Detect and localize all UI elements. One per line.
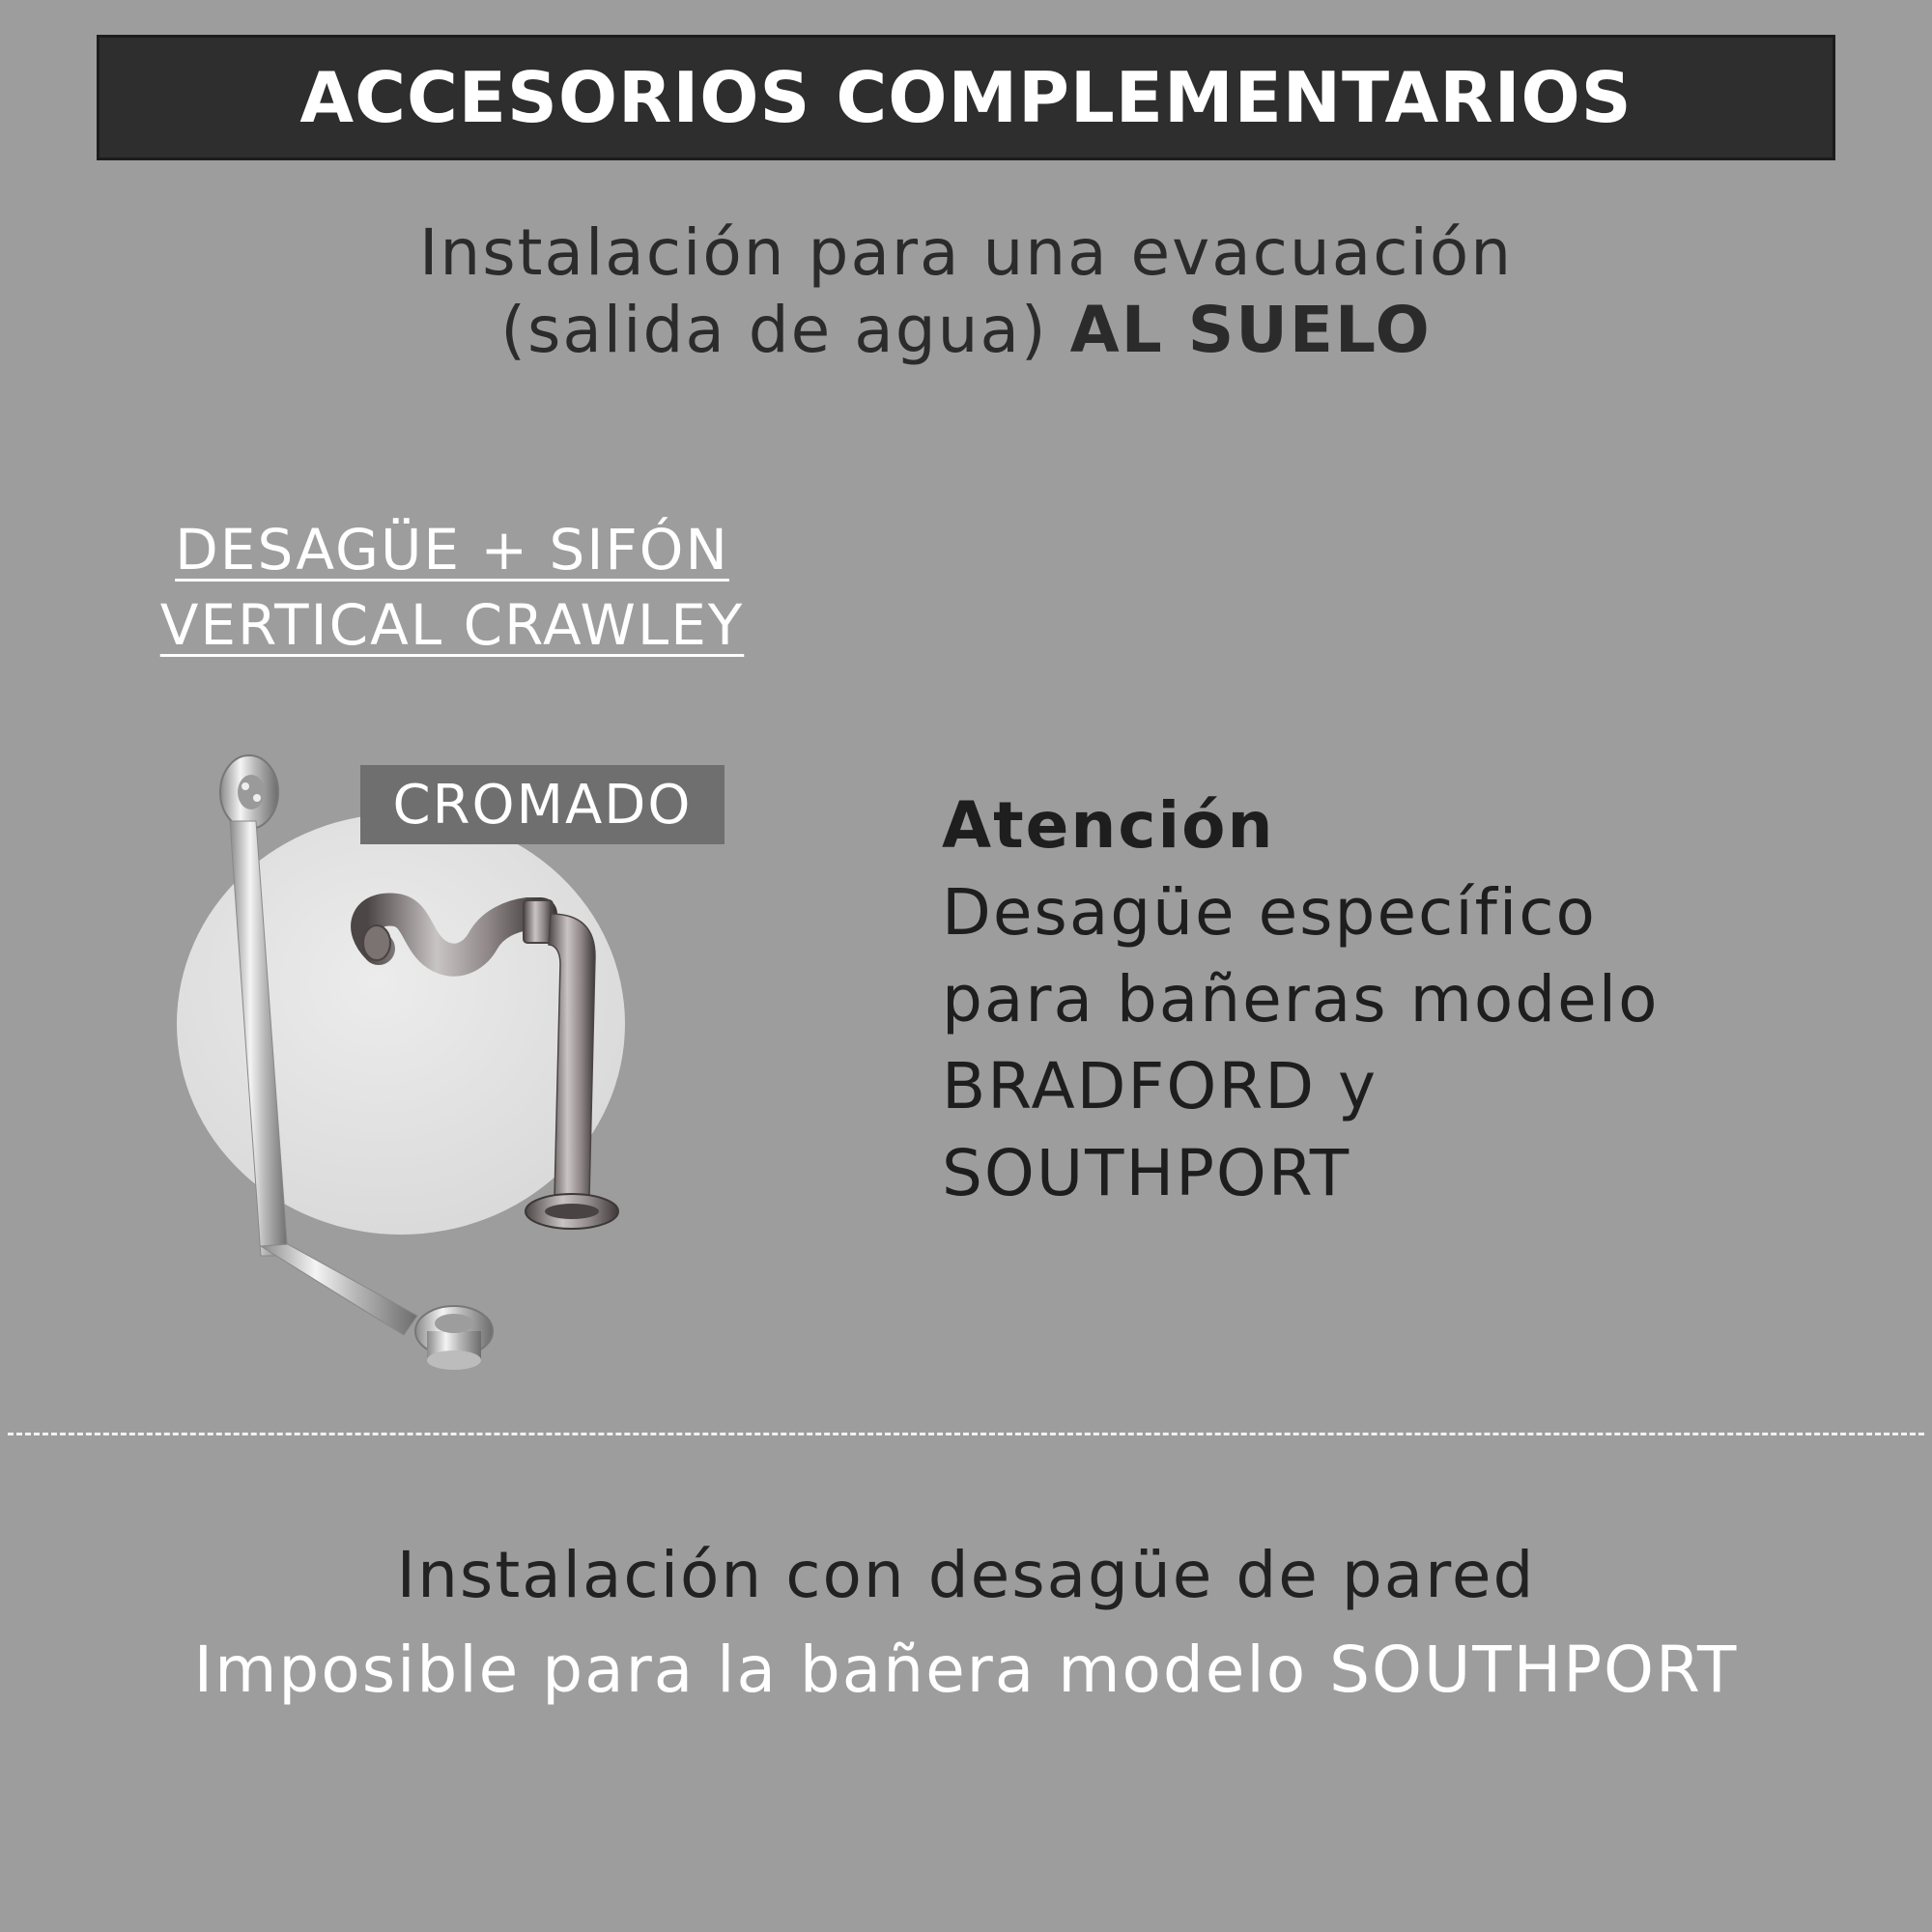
- finish-label: CROMADO: [392, 773, 693, 837]
- attention-line: para bañeras modelo: [942, 962, 1660, 1037]
- wall-install-note: Imposible para la bañera modelo SOUTHPORT: [193, 1633, 1739, 1707]
- dashed-divider: [8, 1433, 1924, 1435]
- attention-title: Atención: [942, 788, 1275, 863]
- page-title: ACCESORIOS COMPLEMENTARIOS: [299, 57, 1633, 138]
- header-banner: [97, 35, 1835, 160]
- floor-install-line1: Instalación para una evacuación: [418, 215, 1514, 290]
- product-title: [97, 512, 808, 663]
- product-title-line1: DESAGÜE + SIFÓN: [175, 517, 729, 582]
- wall-install-title: Instalación con desagüe de pared: [396, 1538, 1536, 1612]
- floor-install-text: [0, 214, 1932, 369]
- attention-line: SOUTHPORT: [942, 1136, 1351, 1210]
- floor-install-line2-prefix: (salida de agua): [500, 293, 1048, 367]
- floor-install-emphasis: AL SUELO: [1069, 293, 1432, 367]
- floor-install-line2: [0, 292, 1932, 369]
- attention-line: Desagüe específico: [942, 875, 1597, 950]
- product-title-line2: VERTICAL CRAWLEY: [159, 592, 745, 658]
- attention-note: [942, 782, 1869, 1217]
- attention-line: BRADFORD y: [942, 1049, 1378, 1123]
- finish-badge: [360, 765, 724, 844]
